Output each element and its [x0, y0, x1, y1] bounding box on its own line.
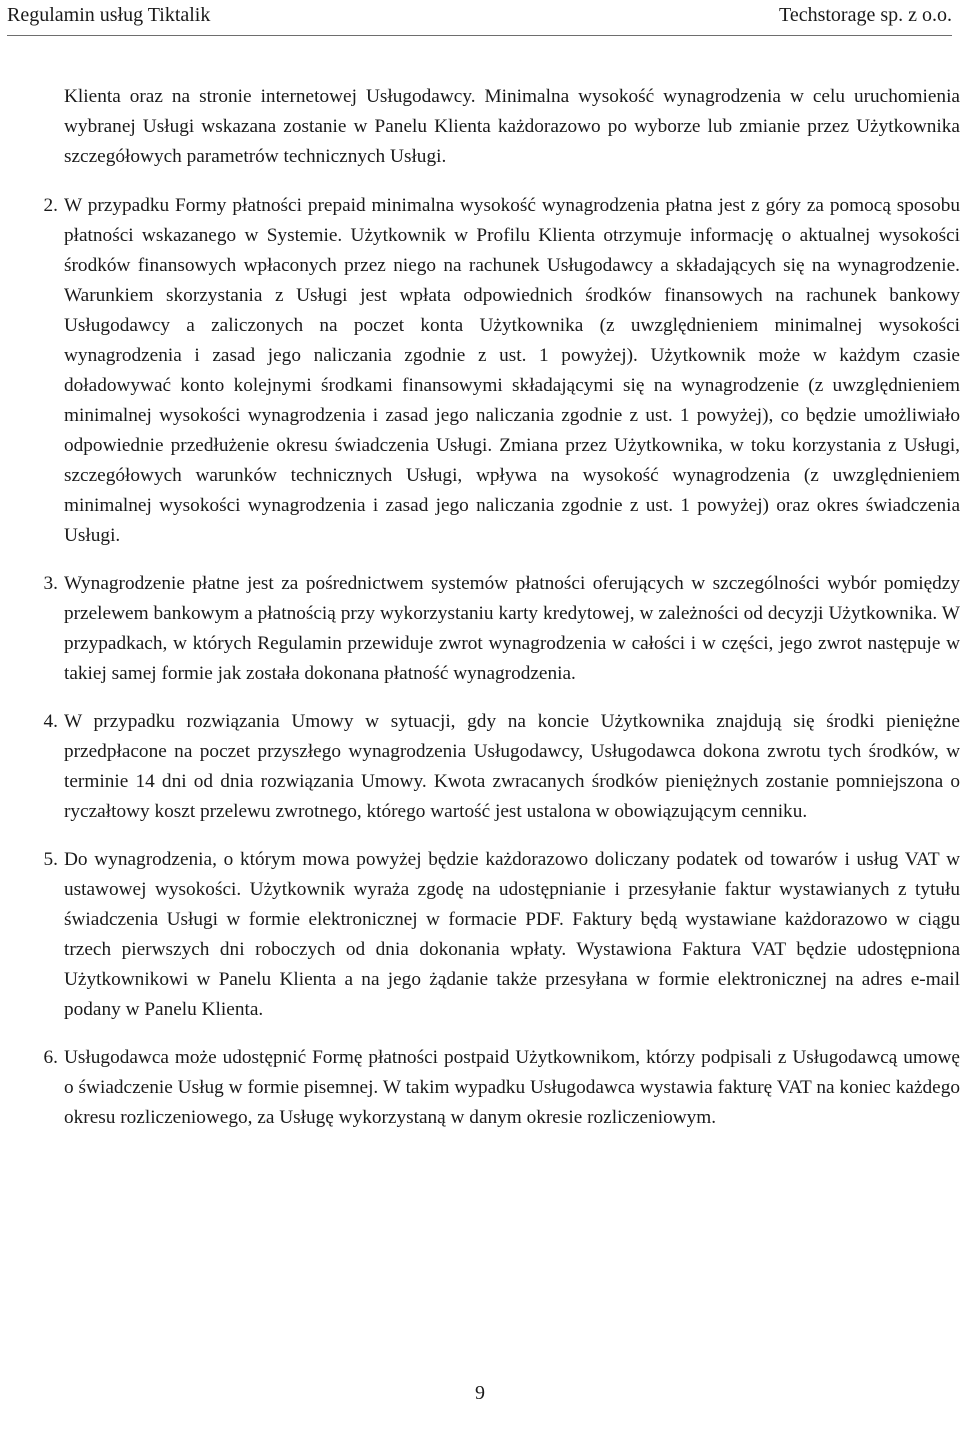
item-text: W przypadku Formy płatności prepaid minimalna wysokość wynagrodzenia płatna jest z góry za pomocą sposobu płatności wskazanego w Systemie. Użytkownik w Profilu Klienta otrzymuje informację o aktualnej wysokości środków finansowych wpłaconych przez niego na rachunek Usługodawcy a składających się na wynagrodzenie. Warunkiem skorzystania z Usługi jest wpłata odpowiednich środków finansowych na rachunek bankowy Usługodawcy a zaliczonych na poczet konta Użytkownika (z uwzględnieniem minimalnej wysokości wynagrodzenia i zasad jego naliczania zgodnie z ust. 1 powyżej). Użytkownik może w każdym czasie doładowywać konto kolejnymi środkami finansowymi składającymi się na wynagrodzenie (z uwzględnieniem minimalnej wysokości wynagrodzenia i zasad jego naliczania zgodnie z ust. 1 powyżej), co będzie umożliwiało odpowiednie przedłużenie okresu świadczenia Usługi. Zmiana przez Użytkownika, w toku korzystania z Usługi, szczegółowych warunków technicznych Usługi, wpływa na wysokość wynagrodzenia (z uwzględnieniem minimalnej wysokości wynagrodzenia i zasad jego naliczania zgodnie z ust. 1 powyżej) oraz okres świadczenia Usługi. — [64, 195, 960, 546]
document-body — [43, 82, 960, 1133]
item-text: Wynagrodzenie płatne jest za pośrednictwem systemów płatności oferujących w szczególności wybór pomiędzy przelewem bankowym a płatnością przy wykorzystaniu karty kredytowej, w zależności od decyzji Użytkownika. W przypadkach, w których Regulamin przewiduje zwrot wynagrodzenia w całości i w części, jego zwrot następuje w takiej samej formie jak została dokonana płatność wynagrodzenia. — [64, 573, 960, 684]
item-text: W przypadku rozwiązania Umowy w sytuacji, gdy na koncie Użytkownika znajdują się środki pieniężne przedpłacone na poczet przyszłego wynagrodzenia Usługodawcy, Usługodawca dokona zwrotu tych środków, w terminie 14 dni od dnia rozwiązania Umowy. Kwota zwracanych środków pieniężnych zostanie pomniejszona o ryczałtowy koszt przelewu zwrotnego, którego wartość jest ustalona w obowiązującym cenniku. — [64, 711, 960, 822]
item-text: Do wynagrodzenia, o którym mowa powyżej będzie każdorazowo doliczany podatek od towarów i usług VAT w ustawowej wysokości. Użytkownik wyraża zgodę na udostępnianie i przesyłanie faktur wystawianych z tytułu świadczenia Usługi w formie elektronicznej w formacie PDF. Faktury będą wystawiane każdorazowo w ciągu trzech pierwszych dni roboczych od dnia dokonania wpłaty. Wystawiona Faktura VAT będzie udostępniona Użytkownikowi w Panelu Klienta a na jego żądanie także przesyłana w formie elektronicznej na adres e-mail podany w Panelu Klienta. — [64, 849, 960, 1020]
running-header — [7, 0, 952, 30]
item-number: 2. — [43, 195, 58, 216]
item-text: Usługodawca może udostępnić Formę płatności postpaid Użytkownikom, którzy podpisali z Usługodawcą umowę o świadczenie Usług w formie pisemnej. W takim wypadku Usługodawca wystawia fakturę VAT na koniec każdego okresu rozliczeniowego, za Usługę wykorzystaną w danym okresie rozliczeniowym. — [64, 1047, 960, 1128]
document-title: Regulamin usług Tiktalik — [7, 4, 211, 26]
item-number: 5. — [43, 849, 58, 870]
list-item-5 — [43, 845, 960, 1025]
intro-paragraph: Klienta oraz na stronie internetowej Usługodawcy. Minimalna wysokość wynagrodzenia w celu uruchomienia wybranej Usługi wskazana zostanie w Panelu Klienta każdorazowo po wyborze lub zmianie przez Użytkownika szczegółowych parametrów technicznych Usługi. — [64, 86, 960, 167]
list-item-3 — [43, 569, 960, 689]
list-item-2 — [43, 191, 960, 551]
item-number: 6. — [43, 1047, 58, 1068]
list-item-4 — [43, 707, 960, 827]
header-divider — [7, 35, 952, 36]
page-number: 9 — [475, 1382, 485, 1404]
item-number: 4. — [43, 711, 58, 732]
item-number: 3. — [43, 573, 58, 594]
company-name: Techstorage sp. z o.o. — [779, 4, 952, 26]
list-item-6 — [43, 1043, 960, 1133]
